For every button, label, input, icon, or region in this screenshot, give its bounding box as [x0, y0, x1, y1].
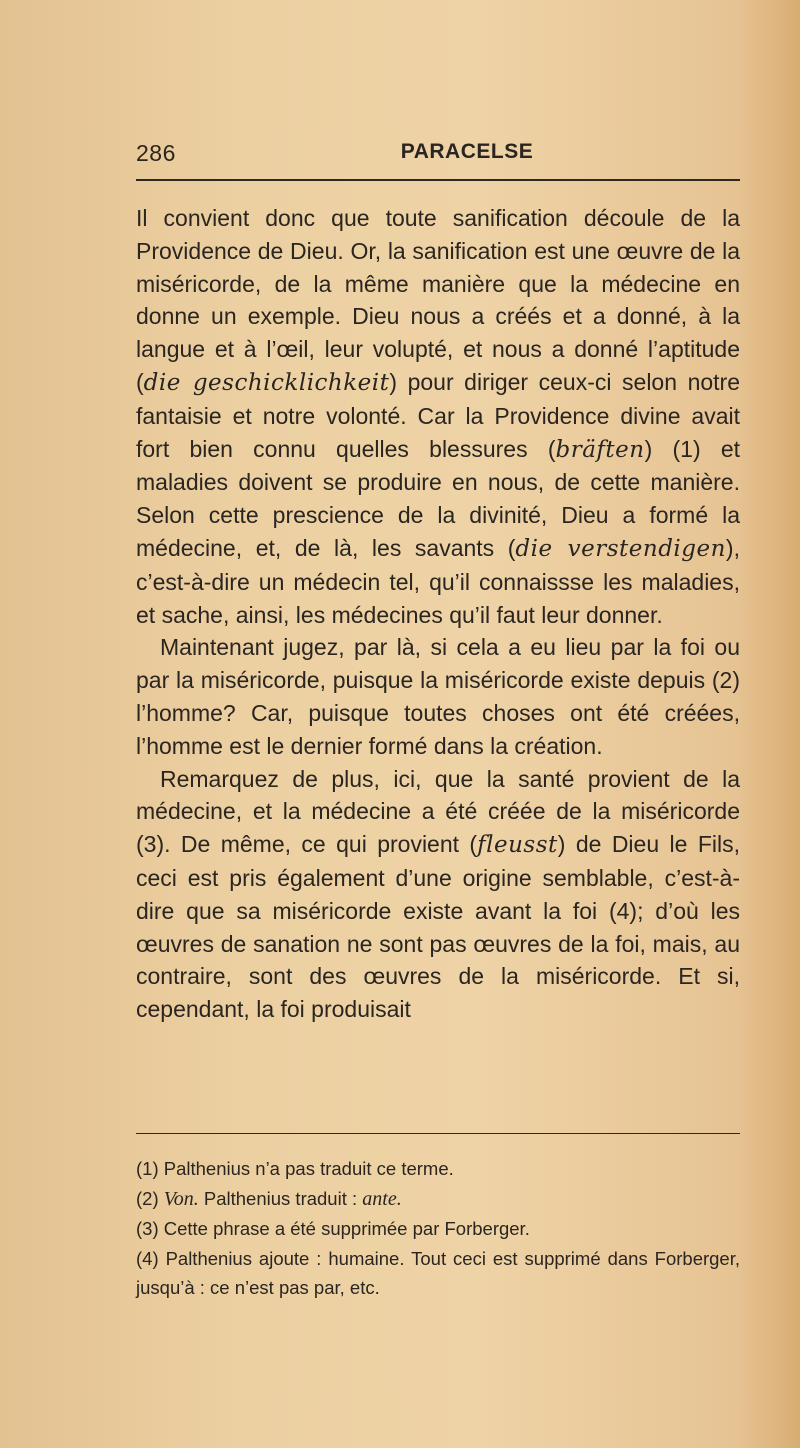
paragraph-1: [136, 202, 740, 631]
german-term-verstendigen: die verstendigen: [515, 535, 726, 562]
running-title: PARACELSE: [400, 140, 534, 163]
paragraph-2: [136, 631, 740, 762]
paragraph-3-part-b: ) de Dieu le Fils, ceci est pris également d’une origine semblable, c’est-à-dire que sa miséricorde existe avant la foi (4); d’où les œuvres de sanation ne sont pas œuvres de la foi, mais, au contraire, sont des œuvres de la miséricorde. Et si, cependant, la foi produisait: [136, 831, 740, 1023]
paragraph-2-text: Maintenant jugez, par là, si cela a eu lieu par la foi ou par la miséricorde, puisque la miséricorde existe depuis (2) l’homme? Car, puisque toutes choses ont été créées, l’homme est le dernier formé dans la création.: [136, 634, 740, 759]
page-number: 286: [136, 140, 176, 166]
page-header: [136, 140, 738, 174]
footnotes: [136, 1154, 740, 1303]
main-text: [136, 202, 740, 1026]
footnote-rule: [136, 1133, 740, 1134]
footnote-1: (1) Palthenius n’a pas traduit ce terme.: [136, 1158, 454, 1179]
german-term-braeften: bräften: [555, 436, 645, 463]
paragraph-1-part-d: ), c’est-à-dire un médecin tel, qu’il connaissse les maladies, et sache, ainsi, les médecines qu’il faut leur donner.: [136, 534, 740, 628]
footnote-2: [136, 1184, 740, 1215]
paragraph-1-part-b: ) pour diriger ceux-ci selon notre fantaisie et notre volonté. Car la Providence divine avait fort bien connu quelles blessures (: [136, 368, 740, 462]
german-term-fleusst: fleusst: [477, 832, 558, 859]
german-term-geschicklichkeit: die geschicklichkeit: [143, 369, 390, 396]
footnote-2-text: Palthenius traduit :: [198, 1187, 363, 1209]
footnote-2-marker: (2): [136, 1187, 164, 1209]
footnote-3: (3) Cette phrase a été supprimée par Forberger.: [136, 1218, 530, 1239]
paragraph-3: [136, 763, 740, 1026]
paragraph-3-part-a: Remarquez de plus, ici, que la santé provient de la médecine, et la médecine a été créée de la miséricorde (3). De même, ce qui provient (: [136, 765, 740, 858]
paragraph-1-part-c: ) (1) et maladies doivent se produire en nous, de cette manière. Selon cette prescience de la divinité, Dieu a formé la médecine, et, de là, les savants (: [136, 435, 741, 561]
footnote-4: (4) Palthenius ajoute : humaine. Tout ceci est supprimé dans Forberger, jusqu’à : ce n’est pas par, etc.: [136, 1247, 740, 1298]
footnote-2-von: Von.: [163, 1187, 199, 1210]
footnote-2-ante: ante.: [362, 1187, 402, 1210]
paragraph-1-part-a: Il convient donc que toute sanification découle de la Providence de Dieu. Or, la sanification est une œuvre de la miséricorde, de la même manière que la médecine en donne un exemple. Dieu nous a créés et a donné, à la langue et à l’œil, leur volupté, et nous a donné l’aptitude (: [136, 205, 740, 395]
header-rule: [136, 179, 740, 181]
